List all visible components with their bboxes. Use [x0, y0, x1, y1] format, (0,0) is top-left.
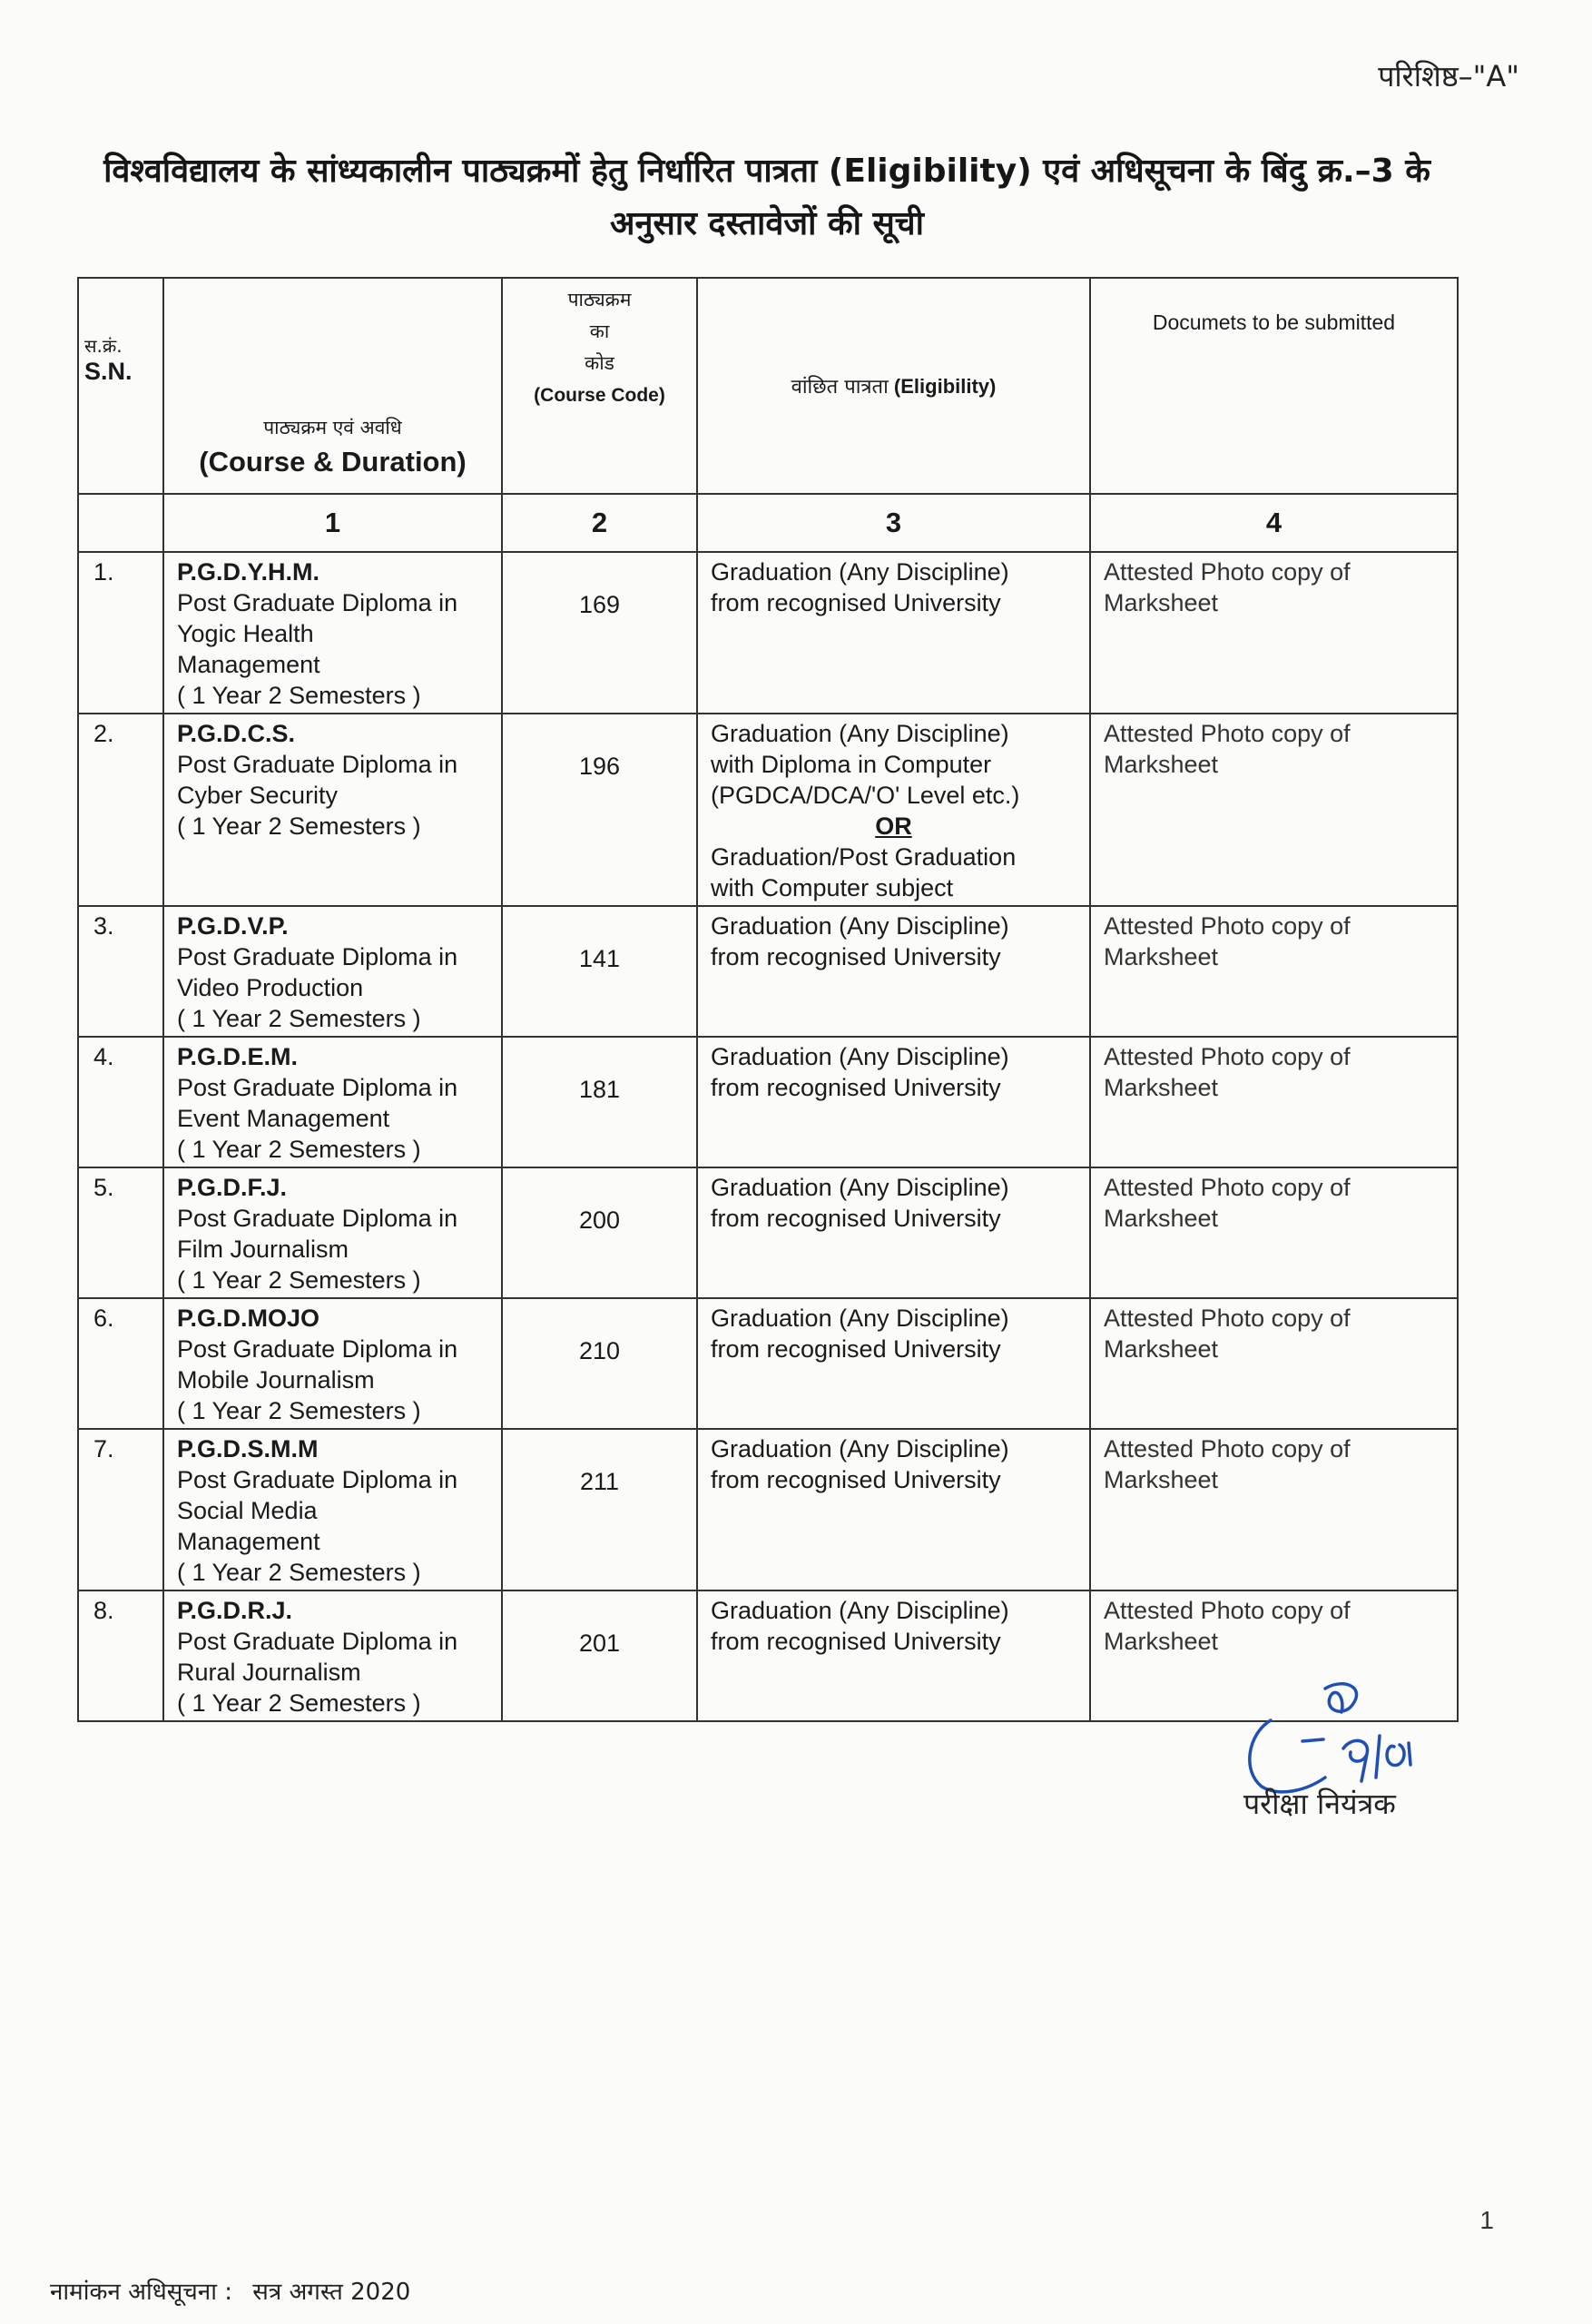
column-number-4: 4 — [1090, 494, 1458, 552]
course-abbreviation: P.G.D.E.M. — [177, 1043, 299, 1070]
signature-number — [1343, 1736, 1410, 1781]
course-cell — [163, 906, 502, 1037]
header-code-hindi-1: पाठ्यक्रम — [567, 289, 632, 310]
title-line-2: अनुसार दस्तावेजों की सूची — [610, 205, 924, 242]
eligibility-line: from recognised University — [711, 589, 1001, 616]
table-row — [78, 1037, 1458, 1167]
documents-line: Marksheet — [1104, 943, 1219, 970]
eligibility-cell — [697, 1429, 1090, 1590]
page-number: 1 — [1479, 2206, 1494, 2234]
course-code-cell: 211 — [502, 1429, 697, 1590]
course-abbreviation: P.G.D.C.S. — [177, 720, 296, 747]
page-title — [54, 145, 1479, 251]
course-name-line: Cyber Security — [177, 782, 339, 809]
course-abbreviation: P.G.D.Y.H.M. — [177, 558, 320, 586]
course-cell — [163, 1298, 502, 1429]
footer-session: सत्र अगस्त 2020 — [252, 2279, 411, 2306]
table-row — [78, 1429, 1458, 1590]
eligibility-line: with Diploma in Computer — [711, 751, 992, 778]
course-cell — [163, 1037, 502, 1167]
eligibility-line: Graduation (Any Discipline) — [711, 558, 1009, 586]
serial-number-cell: 3. — [78, 906, 163, 1037]
table-header-row — [78, 278, 1458, 494]
eligibility-cell — [697, 714, 1090, 906]
course-name-line: Management — [177, 651, 320, 678]
eligibility-or: OR — [875, 812, 912, 840]
header-documents: Documets to be submitted — [1090, 278, 1458, 494]
eligibility-line: from recognised University — [711, 1628, 1001, 1655]
course-code-cell: 196 — [502, 714, 697, 906]
column-number-2: 2 — [502, 494, 697, 552]
eligibility-line: Graduation (Any Discipline) — [711, 1597, 1009, 1624]
eligibility-line: from recognised University — [711, 1205, 1001, 1232]
documents-line: Marksheet — [1104, 1466, 1219, 1493]
footer — [50, 2274, 423, 2307]
course-cell — [163, 552, 502, 714]
serial-number-cell: 5. — [78, 1167, 163, 1298]
documents-line: Marksheet — [1104, 589, 1219, 616]
documents-line: Attested Photo copy of — [1104, 1174, 1351, 1201]
documents-cell — [1090, 552, 1458, 714]
documents-line: Marksheet — [1104, 1628, 1219, 1655]
header-course-english: (Course & Duration) — [199, 446, 467, 478]
table-row — [78, 714, 1458, 906]
course-code-cell: 169 — [502, 552, 697, 714]
serial-number-cell: 7. — [78, 1429, 163, 1590]
course-code-cell: 201 — [502, 1590, 697, 1721]
header-eligibility-english: (Eligibility) — [893, 375, 997, 398]
documents-cell — [1090, 1167, 1458, 1298]
course-code-cell: 181 — [502, 1037, 697, 1167]
header-sn-english: S.N. — [84, 358, 133, 385]
serial-number-cell: 2. — [78, 714, 163, 906]
course-duration: ( 1 Year 2 Semesters ) — [177, 812, 421, 840]
course-duration: ( 1 Year 2 Semesters ) — [177, 682, 421, 709]
table-row — [78, 1298, 1458, 1429]
eligibility-cell — [697, 906, 1090, 1037]
eligibility-line: from recognised University — [711, 1074, 1001, 1101]
column-number-3: 3 — [697, 494, 1090, 552]
eligibility-cell — [697, 1037, 1090, 1167]
header-course — [163, 278, 502, 494]
documents-line: Attested Photo copy of — [1104, 912, 1351, 940]
documents-line: Attested Photo copy of — [1104, 1043, 1351, 1070]
documents-line: Marksheet — [1104, 751, 1219, 778]
course-abbreviation: P.G.D.V.P. — [177, 912, 289, 940]
serial-number-cell: 6. — [78, 1298, 163, 1429]
eligibility-table — [77, 277, 1459, 1722]
eligibility-line: (PGDCA/DCA/'O' Level etc.) — [711, 782, 1020, 809]
eligibility-line: with Computer subject — [711, 874, 954, 901]
documents-cell — [1090, 1298, 1458, 1429]
course-name-line: Event Management — [177, 1105, 390, 1132]
course-abbreviation: P.G.D.R.J. — [177, 1597, 293, 1624]
course-name-line: Post Graduate Diploma in — [177, 1205, 458, 1232]
signature-dash — [1302, 1739, 1323, 1741]
table-body — [78, 552, 1458, 1721]
header-sn-hindi: स.क्रं. — [84, 335, 123, 357]
documents-line: Marksheet — [1104, 1074, 1219, 1101]
header-eligibility — [697, 278, 1090, 494]
serial-number-cell: 8. — [78, 1590, 163, 1721]
header-code-hindi-2: का — [589, 320, 610, 342]
header-sn — [78, 278, 163, 494]
header-course-hindi: पाठ्यक्रम एवं अवधि — [263, 417, 402, 438]
table-row — [78, 906, 1458, 1037]
header-code-english: (Course Code) — [534, 385, 665, 406]
course-code-cell: 141 — [502, 906, 697, 1037]
documents-cell — [1090, 1037, 1458, 1167]
course-duration: ( 1 Year 2 Semesters ) — [177, 1136, 421, 1163]
serial-number-cell: 4. — [78, 1037, 163, 1167]
course-name-line: Post Graduate Diploma in — [177, 1628, 458, 1655]
signature-arc — [1250, 1720, 1325, 1792]
course-cell — [163, 1429, 502, 1590]
course-name-line: Post Graduate Diploma in — [177, 1074, 458, 1101]
documents-line: Attested Photo copy of — [1104, 1435, 1351, 1462]
course-cell — [163, 1167, 502, 1298]
eligibility-line: from recognised University — [711, 1335, 1001, 1363]
course-name-line: Post Graduate Diploma in — [177, 943, 458, 970]
course-name-line: Post Graduate Diploma in — [177, 1335, 458, 1363]
course-name-line: Post Graduate Diploma in — [177, 751, 458, 778]
documents-cell — [1090, 714, 1458, 906]
course-duration: ( 1 Year 2 Semesters ) — [177, 1266, 421, 1294]
eligibility-line: Graduation (Any Discipline) — [711, 1043, 1009, 1070]
course-code-cell: 210 — [502, 1298, 697, 1429]
documents-line: Attested Photo copy of — [1104, 1305, 1351, 1332]
eligibility-cell — [697, 1167, 1090, 1298]
eligibility-line: from recognised University — [711, 943, 1001, 970]
footer-label: नामांकन अधिसूचना : — [50, 2279, 232, 2306]
column-number-1: 1 — [163, 494, 502, 552]
course-name-line: Mobile Journalism — [177, 1366, 375, 1393]
course-name-line: Post Graduate Diploma in — [177, 589, 458, 616]
eligibility-cell — [697, 1298, 1090, 1429]
course-cell — [163, 714, 502, 906]
course-name-line: Social Media — [177, 1497, 318, 1524]
eligibility-line: from recognised University — [711, 1466, 1001, 1493]
documents-line: Attested Photo copy of — [1104, 1597, 1351, 1624]
eligibility-line: Graduation/Post Graduation — [711, 843, 1017, 871]
eligibility-cell — [697, 1590, 1090, 1721]
signature-loop — [1325, 1684, 1357, 1712]
course-abbreviation: P.G.D.MOJO — [177, 1305, 320, 1332]
course-duration: ( 1 Year 2 Semesters ) — [177, 1005, 421, 1032]
course-cell — [163, 1590, 502, 1721]
eligibility-cell — [697, 552, 1090, 714]
course-code-cell: 200 — [502, 1167, 697, 1298]
course-duration: ( 1 Year 2 Semesters ) — [177, 1689, 421, 1717]
documents-line: Marksheet — [1104, 1205, 1219, 1232]
course-duration: ( 1 Year 2 Semesters ) — [177, 1397, 421, 1424]
column-number-empty — [78, 494, 163, 552]
documents-cell — [1090, 1429, 1458, 1590]
table-row — [78, 552, 1458, 714]
documents-line: Attested Photo copy of — [1104, 720, 1351, 747]
serial-number-cell: 1. — [78, 552, 163, 714]
title-line-1: विश्वविद्यालय के सांध्यकालीन पाठ्यक्रमों हेतु निर्धारित पात्रता (Eligibility) एवं अधिसूचना के बिंदु क्र.–3 के — [103, 153, 1430, 190]
eligibility-line: Graduation (Any Discipline) — [711, 1174, 1009, 1201]
eligibility-line: Graduation (Any Discipline) — [711, 720, 1009, 747]
course-duration: ( 1 Year 2 Semesters ) — [177, 1559, 421, 1586]
course-name-line: Rural Journalism — [177, 1659, 361, 1686]
header-code — [502, 278, 697, 494]
documents-cell — [1090, 906, 1458, 1037]
eligibility-line: Graduation (Any Discipline) — [711, 912, 1009, 940]
table-row — [78, 1167, 1458, 1298]
course-abbreviation: P.G.D.S.M.M — [177, 1435, 319, 1462]
eligibility-line: Graduation (Any Discipline) — [711, 1435, 1009, 1462]
header-eligibility-hindi: वांछित पात्रता — [791, 376, 889, 399]
column-number-row — [78, 494, 1458, 552]
annex-label: परिशिष्ठ–"A" — [1378, 59, 1519, 94]
course-name-line: Yogic Health — [177, 620, 314, 647]
documents-line: Attested Photo copy of — [1104, 558, 1351, 586]
course-name-line: Film Journalism — [177, 1236, 349, 1263]
course-name-line: Video Production — [177, 974, 364, 1001]
course-name-line: Management — [177, 1528, 320, 1555]
documents-line: Marksheet — [1104, 1335, 1219, 1363]
course-abbreviation: P.G.D.F.J. — [177, 1174, 288, 1201]
course-name-line: Post Graduate Diploma in — [177, 1466, 458, 1493]
header-code-hindi-3: कोड — [585, 352, 614, 374]
signature-label: परीक्षा नियंत्रक — [1243, 1787, 1396, 1821]
eligibility-line: Graduation (Any Discipline) — [711, 1305, 1009, 1332]
